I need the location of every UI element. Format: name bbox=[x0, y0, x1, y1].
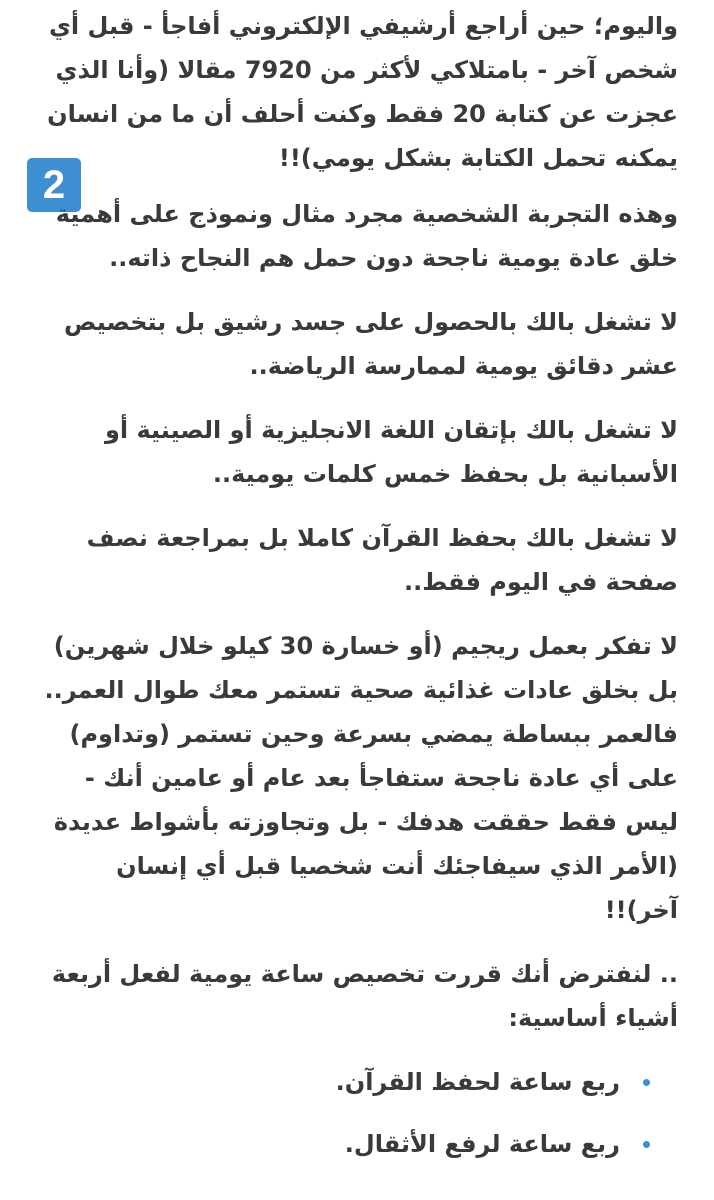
paragraph-languages: لا تشغل بالك بإتقان اللغة الانجليزية أو الصينية أو الأسبانية بل بحفظ خمس كلمات يومية.. bbox=[104, 416, 678, 488]
article-body bbox=[36, 4, 678, 1184]
paragraph-diet: لا تفكر بعمل ريجيم (أو خسارة 30 كيلو خلال شهرين) بل بخلق عادات غذائية صحية تستمر معك طوال العمر.. فالعمر ببساطة يمضي بسرعة وحين تستمر (وتداوم) على أي عادة ناجحة ستفاجأ بعد عام أو عامين أنك - ليس فقط حققت هدفك - بل وتجاوزته بأشواط عديدة (الأمر الذي سيفاجئك أنت شخصيا قبل أي إنسان آخر)!! bbox=[44, 632, 678, 924]
paragraph-archive: واليوم؛ حين أراجع أرشيفي الإلكتروني أفاجأ - قبل أي شخص آخر - بامتلاكي لأكثر من 7920 مقالا (وأنا الذي عجزت عن كتابة 20 فقط وكنت أحلف أن ما من انسان يمكنه تحمل الكتابة بشكل يومي)!! bbox=[47, 12, 678, 172]
paragraph-personal-experience: وهذه التجربة الشخصية مجرد مثال ونموذج على أهمية خلق عادة يومية ناجحة دون حمل هم النجاح ذاته.. bbox=[55, 200, 678, 272]
page-number-badge: 2 bbox=[27, 158, 81, 212]
paragraph-daily-hour: .. لنفترض أنك قررت تخصيص ساعة يومية لفعل أربعة أشياء أساسية: bbox=[51, 960, 678, 1032]
bullet-list bbox=[36, 1060, 678, 1166]
list-item: ربع ساعة لحفظ القرآن. bbox=[36, 1060, 650, 1104]
list-item: ربع ساعة لرفع الأثقال. bbox=[36, 1122, 650, 1166]
paragraph-exercise: لا تشغل بالك بالحصول على جسد رشيق بل بتخصيص عشر دقائق يومية لممارسة الرياضة.. bbox=[64, 308, 678, 380]
paragraph-quran: لا تشغل بالك بحفظ القرآن كاملا بل بمراجعة نصف صفحة في اليوم فقط.. bbox=[86, 524, 678, 596]
